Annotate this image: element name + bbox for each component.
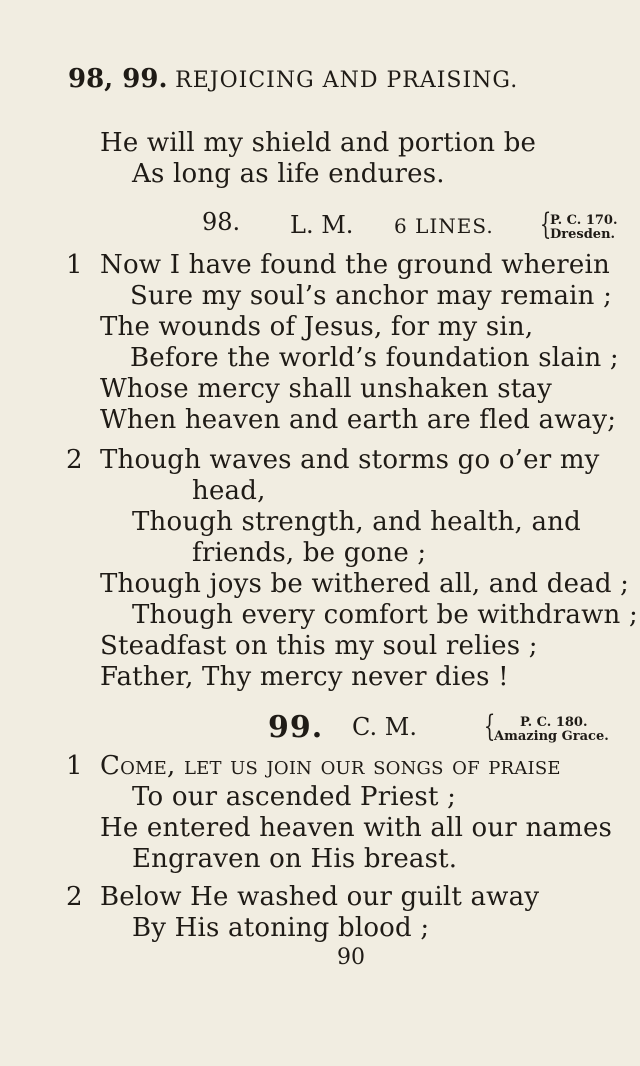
hymn-line: By His atoning blood ; <box>132 913 430 943</box>
hymn-99-meter: C. M. <box>352 713 417 741</box>
brace-glyph: { <box>483 709 496 744</box>
hymn-98-meter: L. M. <box>290 211 354 239</box>
continuation-line: As long as life endures. <box>132 159 445 189</box>
hymn-line: To our ascended Priest ; <box>132 782 457 812</box>
hymn-line: Steadfast on this my soul relies ; <box>100 631 538 661</box>
hymn-line: Though every comfort be withdrawn ; <box>132 600 638 630</box>
hymn-99-tune-reference <box>480 709 630 746</box>
running-head-numbers: 98, 99. <box>68 64 168 94</box>
tune-name: Dresden. <box>550 227 616 242</box>
stanza-number: 1 <box>66 250 83 280</box>
tune-name: Amazing Grace. <box>494 729 609 744</box>
hymn-line: Below He washed our guilt away <box>100 882 540 912</box>
hymn-line: Engraven on His breast. <box>132 844 458 874</box>
hymn-line: Before the world’s foundation slain ; <box>130 343 619 373</box>
stanza-number: 2 <box>66 445 83 475</box>
hymn-line: Sure my soul’s anchor may remain ; <box>130 281 613 311</box>
hymn-line: Come, let us join our songs of praise <box>100 751 561 781</box>
hymn-line: Now I have found the ground wherein <box>100 250 610 280</box>
hymn-98-number: 98. <box>202 208 241 236</box>
hymn-line: head, <box>192 476 266 506</box>
stanza-number: 1 <box>66 751 83 781</box>
hymn-line: Though joys be withered all, and dead ; <box>100 569 630 599</box>
hymn-line: Father, Thy mercy never dies ! <box>100 662 509 692</box>
hymn-98-lines-note: 6 LINES. <box>394 214 494 238</box>
running-head-title: REJOICING AND PRAISING. <box>175 68 519 93</box>
hymn-line: friends, be gone ; <box>192 538 427 568</box>
continuation-line: He will my shield and portion be <box>100 128 537 158</box>
hymn-line: When heaven and earth are fled away; <box>100 405 617 435</box>
hymn-99-number: 99. <box>268 710 324 745</box>
tune-ref: P. C. 180. <box>520 715 588 730</box>
running-head <box>68 64 518 94</box>
hymn-line: The wounds of Jesus, for my sin, <box>100 312 534 342</box>
brace-glyph: { <box>539 207 552 242</box>
hymn-line: He entered heaven with all our names <box>100 813 613 843</box>
page-number: 90 <box>337 945 365 970</box>
tune-ref: P. C. 170. <box>550 213 618 228</box>
hymn-98-tune-reference <box>536 207 636 244</box>
hymn-line: Though strength, and health, and <box>132 507 581 537</box>
hymn-line: Though waves and storms go o’er my <box>100 445 600 475</box>
stanza-number: 2 <box>66 882 83 912</box>
hymn-line: Whose mercy shall unshaken stay <box>100 374 552 404</box>
